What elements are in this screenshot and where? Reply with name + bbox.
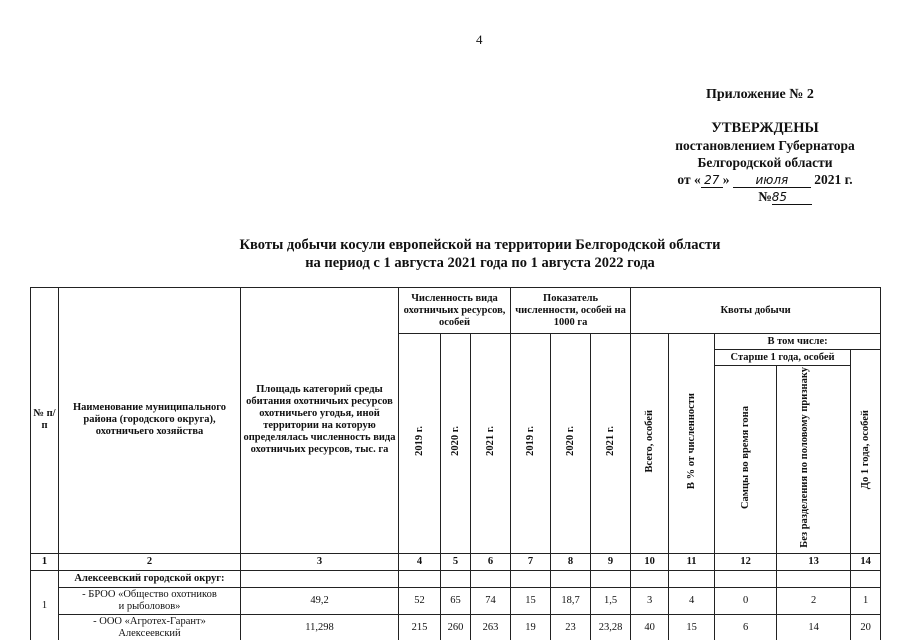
row-total: 40 (631, 614, 669, 640)
header-den-2020: 2020 г. (551, 334, 591, 554)
document-title (160, 236, 800, 272)
col-num: 14 (851, 553, 881, 570)
section-row (31, 570, 881, 587)
col-num: 8 (551, 553, 591, 570)
header-num: № п/п (31, 288, 59, 554)
header-quotas: Квоты добычи (631, 288, 881, 334)
number-prefix: № (758, 189, 772, 204)
row-area: 11,298 (241, 614, 399, 640)
header-population: Численность вида охотничьих ресурсов, особей (399, 288, 511, 334)
approval-line-1: постановлением Губернатора (675, 138, 855, 153)
table-row (31, 587, 881, 614)
section-number: 1 (31, 570, 59, 640)
row-p2019: 215 (399, 614, 441, 640)
row-d2019: 15 (511, 587, 551, 614)
header-under1: До 1 года, особей (851, 350, 881, 554)
row-percent: 15 (669, 614, 715, 640)
date-prefix: от « (677, 172, 701, 187)
row-p2020: 260 (441, 614, 471, 640)
col-num: 4 (399, 553, 441, 570)
col-num: 11 (669, 553, 715, 570)
col-num: 3 (241, 553, 399, 570)
approval-title: УТВЕРЖДЕНЫ (711, 120, 819, 136)
table-row (31, 614, 881, 640)
row-p2021: 74 (471, 587, 511, 614)
header-no-sex: Без разделения по половому признаку (777, 366, 851, 554)
header-area: Площадь категорий среды обитания охотничьих ресурсов охотничьего угодья, иной территории на которую определялась численность вида охотничьих ресурсов, тыс. га (241, 288, 399, 554)
row-under1: 1 (851, 587, 881, 614)
header-males: Самцы во время гона (715, 366, 777, 554)
row-p2021: 263 (471, 614, 511, 640)
header-name: Наименование муниципального района (городского округа), охотничьего хозяйства (59, 288, 241, 554)
header-older: Старше 1 года, особей (715, 350, 851, 366)
approval-block (650, 120, 880, 205)
header-den-2021: 2021 г. (591, 334, 631, 554)
col-num: 1 (31, 553, 59, 570)
row-under1: 20 (851, 614, 881, 640)
col-num: 12 (715, 553, 777, 570)
header-pop-2019: 2019 г. (399, 334, 441, 554)
section-name: Алексеевский городской округ: (59, 570, 241, 587)
header-pop-2020: 2020 г. (441, 334, 471, 554)
row-p2020: 65 (441, 587, 471, 614)
row-d2021: 23,28 (591, 614, 631, 640)
col-num: 2 (59, 553, 241, 570)
row-males: 6 (715, 614, 777, 640)
date-month: июля (733, 174, 811, 188)
row-area: 49,2 (241, 587, 399, 614)
row-p2019: 52 (399, 587, 441, 614)
header-den-2019: 2019 г. (511, 334, 551, 554)
row-no-sex: 14 (777, 614, 851, 640)
page-number: 4 (476, 32, 483, 47)
row-total: 3 (631, 587, 669, 614)
date-year: 2021 г. (814, 172, 853, 187)
col-num: 6 (471, 553, 511, 570)
row-d2020: 23 (551, 614, 591, 640)
header-including: В том числе: (715, 334, 881, 350)
appendix-label: Приложение № 2 (706, 87, 814, 102)
col-num: 13 (777, 553, 851, 570)
date-day: 27 (701, 174, 723, 188)
approval-line-2: Белгородской области (697, 155, 833, 170)
row-name: - ООО «Агротех-Гарант» Алексеевский (59, 614, 241, 640)
col-num: 9 (591, 553, 631, 570)
title-line-1: Квоты добычи косули европейской на территории Белгородской области (239, 237, 721, 253)
number-value: 85 (772, 191, 812, 205)
header-density: Показатель численности, особей на 1000 га (511, 288, 631, 334)
header-total: Всего, особей (631, 334, 669, 554)
col-num: 5 (441, 553, 471, 570)
row-males: 0 (715, 587, 777, 614)
header-pop-2021: 2021 г. (471, 334, 511, 554)
row-no-sex: 2 (777, 587, 851, 614)
col-num: 10 (631, 553, 669, 570)
approval-date (650, 171, 880, 188)
approval-number (690, 188, 880, 205)
row-d2020: 18,7 (551, 587, 591, 614)
title-line-2: на период с 1 августа 2021 года по 1 августа 2022 года (305, 255, 655, 271)
row-percent: 4 (669, 587, 715, 614)
row-name: - БРОО «Общество охотников и рыболовов» (59, 587, 241, 614)
row-d2019: 19 (511, 614, 551, 640)
quota-table (30, 287, 881, 640)
date-mid: » (722, 172, 730, 187)
header-percent: В % от численности (669, 334, 715, 554)
column-numbers-row (31, 553, 881, 570)
row-d2021: 1,5 (591, 587, 631, 614)
col-num: 7 (511, 553, 551, 570)
